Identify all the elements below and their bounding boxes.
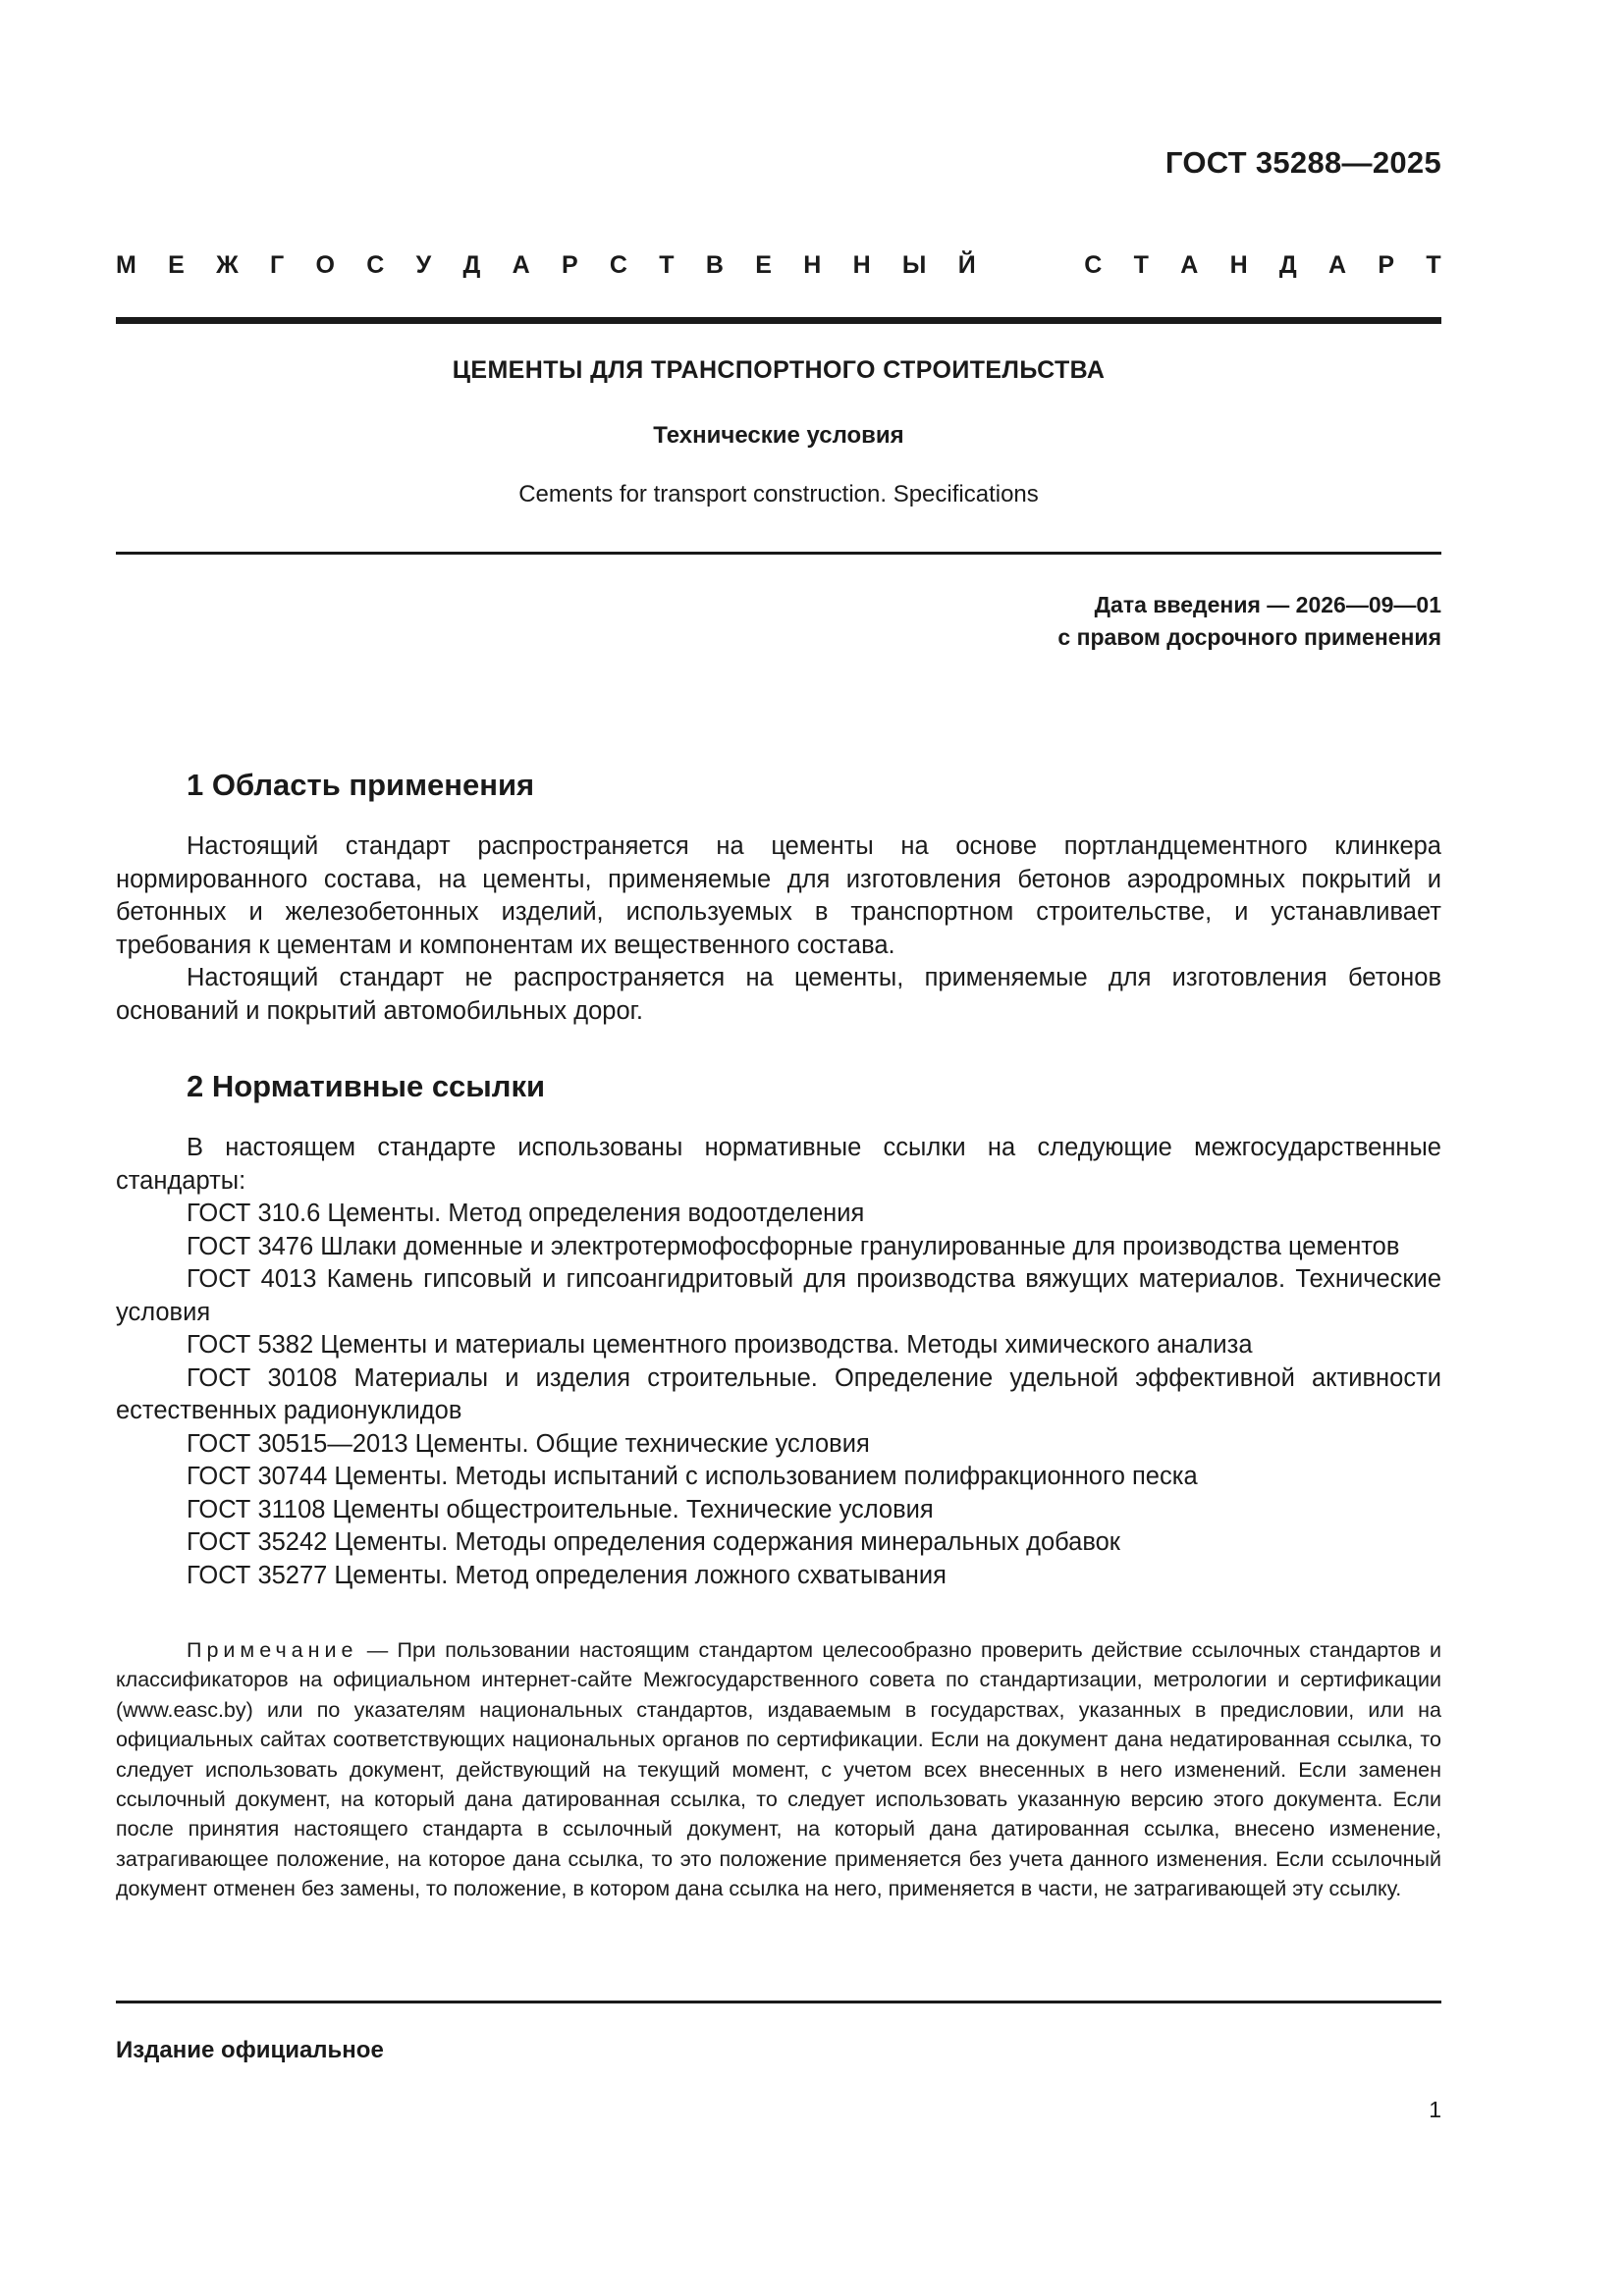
section-1-body bbox=[116, 830, 1441, 1028]
banner-letter: Н bbox=[852, 251, 871, 279]
banner-letter: С bbox=[1084, 251, 1103, 279]
section-2-body bbox=[116, 1132, 1441, 1592]
banner-letter: С bbox=[609, 251, 627, 279]
banner-letter: Ы bbox=[901, 251, 927, 279]
banner-letter: Р bbox=[561, 251, 578, 279]
banner-letter: Т bbox=[1426, 251, 1441, 279]
banner-letter: А bbox=[1180, 251, 1199, 279]
section-1-heading: 1 Область применения bbox=[187, 768, 535, 802]
reference-item: ГОСТ 31108 Цементы общестроительные. Технические условия bbox=[187, 1495, 934, 1523]
banner-letter: А bbox=[512, 251, 530, 279]
footer-rule bbox=[116, 2001, 1441, 2003]
standard-code: ГОСТ 35288—2025 bbox=[1164, 145, 1441, 180]
reference-item: ГОСТ 35242 Цементы. Методы определения содержания минеральных добавок bbox=[187, 1528, 1120, 1556]
section-1-paragraph: Настоящий стандарт не распространяется на цементы, применяемые для изготовления бетонов оснований и покрытий автомобильных дорог. bbox=[116, 964, 1441, 1025]
standard-type-banner bbox=[116, 251, 1441, 280]
reference-item: ГОСТ 30744 Цементы. Методы испытаний с использованием полифракционного песка bbox=[187, 1463, 1198, 1490]
banner-letter: Т bbox=[1133, 251, 1149, 279]
banner-letter: О bbox=[315, 251, 335, 279]
banner-letter: Й bbox=[957, 251, 976, 279]
banner-letter: Г bbox=[270, 251, 285, 279]
page-number: 1 bbox=[1429, 2097, 1441, 2122]
reference-item: ГОСТ 310.6 Цементы. Метод определения водоотделения bbox=[187, 1200, 865, 1227]
note-text: — При пользовании настоящим стандартом целесообразно проверить действие ссылочных стандартов и классификаторов на официальном интернет-сайте Межгосударственного совета по стандартизации, метрологии и сертификации (www.easc.by) или по указателям национальных стандартов, издаваемым в государствах, указанных в предисловии, или на официальных сайтах соответствующих национальных органов по сертификации. Если на документ дана недатированная ссылка, то следует использовать документ, действующий на текущий момент, с учетом всех внесенных в него изменений. Если заменен ссылочный документ, на который дана датированная ссылка, то следует использовать указанную версию этого документа. Если после принятия настоящего стандарта в ссылочный документ, на который дана датированная ссылка, внесено изменение, затрагивающее положение, на которое дана ссылка, то это положение применяется без учета данного изменения. Если ссылочный документ отменен без замены, то положение, в котором дана ссылка на него, применяется в части, не затрагивающей эту ссылку. bbox=[116, 1638, 1441, 1901]
reference-item: ГОСТ 35277 Цементы. Метод определения ложного схватывания bbox=[187, 1561, 947, 1589]
banner-letter: С bbox=[366, 251, 385, 279]
effective-date: Дата введения — 2026—09—01 bbox=[1094, 592, 1441, 617]
banner-letter: Т bbox=[659, 251, 675, 279]
banner-letter: М bbox=[116, 251, 136, 279]
reference-item: ГОСТ 5382 Цементы и материалы цементного производства. Методы химического анализа bbox=[187, 1331, 1253, 1359]
banner-letter: Н bbox=[803, 251, 822, 279]
official-edition: Издание официальное bbox=[116, 2037, 384, 2063]
banner-letter: Р bbox=[1378, 251, 1395, 279]
banner-letter: Н bbox=[1229, 251, 1248, 279]
section-2-heading: 2 Нормативные ссылки bbox=[187, 1069, 546, 1103]
reference-item: ГОСТ 3476 Шлаки доменные и электротермофосфорные гранулированные для производства цементов bbox=[187, 1232, 1400, 1260]
reference-item: ГОСТ 30515—2013 Цементы. Общие технические условия bbox=[187, 1429, 870, 1458]
reference-item: ГОСТ 30108 Материалы и изделия строительные. Определение удельной эффективной активности естественных радионуклидов bbox=[116, 1363, 1441, 1424]
banner-letter: Ж bbox=[216, 251, 239, 279]
early-application: с правом досрочного применения bbox=[1057, 624, 1441, 650]
header-rule bbox=[116, 317, 1441, 324]
section-2-intro: В настоящем стандарте использованы нормативные ссылки на следующие межгосударственные стандарты: bbox=[116, 1134, 1441, 1195]
banner-letter: Е bbox=[755, 251, 772, 279]
section-1-paragraph: Настоящий стандарт распространяется на цементы на основе портландцементного клинкера нормированного состава, на цементы, применяемые для изготовления бетонов аэродромных покрытий и бетонных и железобетонных изделий, используемых в транспортном строительстве, и устанавливает требования к цементам и компонентам их вещественного состава. bbox=[116, 832, 1441, 959]
effective-date-block bbox=[1057, 589, 1441, 654]
english-title: Cements for transport construction. Specifications bbox=[518, 481, 1039, 507]
banner-letter: А bbox=[1328, 251, 1347, 279]
banner-word-gap bbox=[1007, 251, 1053, 280]
reference-note bbox=[116, 1635, 1441, 1904]
reference-item: ГОСТ 4013 Камень гипсовый и гипсоангидритовый для производства вяжущих материалов. Технические условия bbox=[116, 1265, 1441, 1326]
banner-letter: Д bbox=[462, 251, 481, 279]
document-title: ЦЕМЕНТЫ ДЛЯ ТРАНСПОРТНОГО СТРОИТЕЛЬСТВА bbox=[452, 356, 1106, 384]
banner-letter: Е bbox=[168, 251, 185, 279]
banner-letter: В bbox=[705, 251, 724, 279]
note-label: Примечание bbox=[187, 1638, 358, 1662]
banner-letter: У bbox=[415, 251, 432, 279]
banner-letter: Д bbox=[1278, 251, 1297, 279]
title-rule bbox=[116, 552, 1441, 555]
document-subtitle: Технические условия bbox=[653, 422, 904, 449]
